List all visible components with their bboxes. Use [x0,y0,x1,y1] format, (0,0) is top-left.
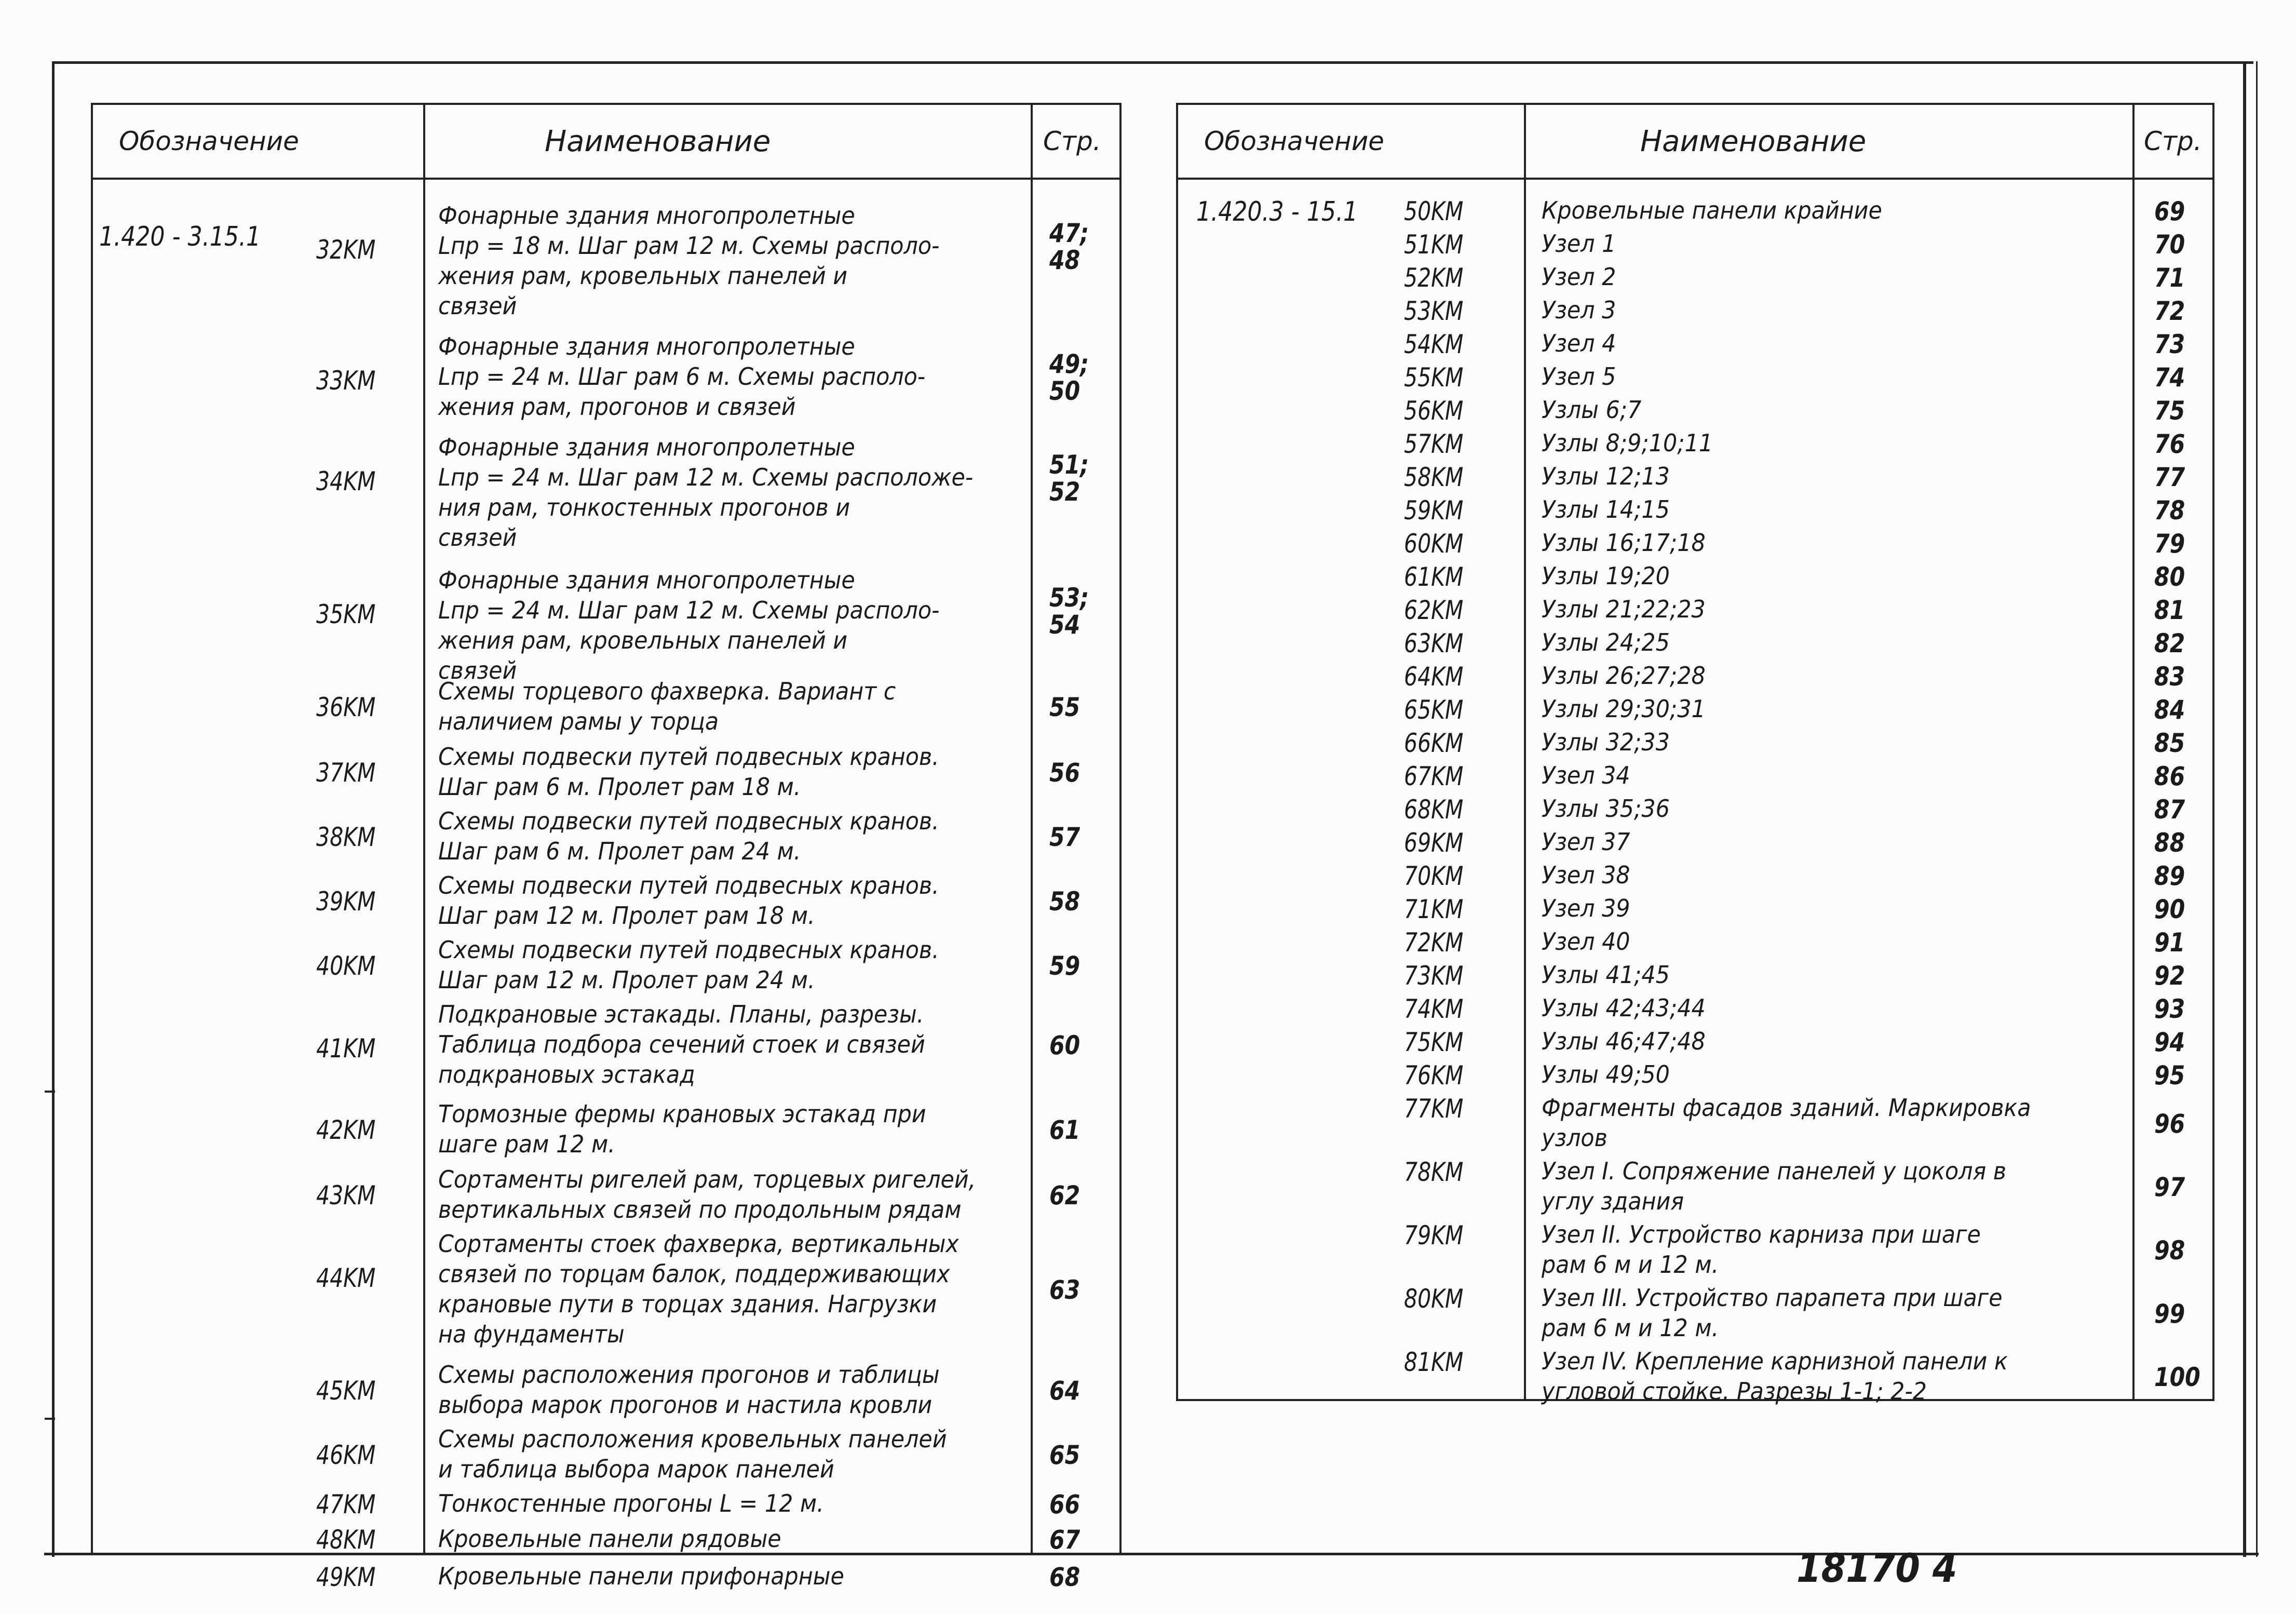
row-page: 50 [1049,375,1081,406]
row-name-line: Узлы 6;7 [1542,396,1642,424]
row-page: 85 [2154,728,2185,758]
row-name-line: Схемы подвески путей подвесных кранов. [438,871,939,899]
row-code: 51KM [1404,230,1464,260]
row-name-line: Сортаменты стоек фахверка, вертикальных [438,1230,959,1258]
row-page: 52 [1049,476,1081,507]
contents-table-right [1176,103,2214,1405]
row-page: 96 [2154,1109,2185,1139]
row-name-line: узлов [1542,1124,1608,1152]
row-name-line: Схемы подвески путей подвесных кранов. [438,807,939,835]
row-page: 64 [1049,1376,1081,1406]
row-code: 42KM [316,1115,376,1145]
row-name-line: Тонкостенные прогоны L = 12 м. [438,1489,824,1517]
row-code: 35KM [316,599,376,629]
row-name-line: рам 6 м и 12 м. [1542,1250,1719,1279]
row-code: 54KM [1404,329,1464,359]
row-name-line: Узлы 42;43;44 [1542,994,1706,1022]
row-page: 62 [1049,1180,1081,1210]
row-page: 63 [1049,1275,1081,1305]
row-name-line: Схемы расположения прогонов и таблицы [438,1361,940,1389]
row-name-line: жения рам, прогонов и связей [438,393,796,421]
series-designation: 1.420 - 3.15.1 [99,221,261,252]
row-page: 56 [1049,758,1081,788]
row-name-line: Узел 3 [1542,296,1616,324]
row-name-line: Узлы 29;30;31 [1542,695,1706,723]
row-page: 58 [1049,886,1081,917]
row-code: 58KM [1404,462,1464,492]
row-name-line: Шаг рам 6 м. Пролет рам 18 м. [438,773,801,801]
row-page: 71 [2154,263,2185,293]
row-page: 94 [2154,1027,2185,1057]
row-page: 78 [2154,495,2185,526]
row-name-line: связей [438,656,517,684]
row-page: 80 [2154,562,2185,592]
row-page: 79 [2154,529,2185,559]
margin-tick [45,1418,55,1420]
row-page: 47; [1049,218,1089,248]
row-code: 44KM [316,1262,376,1293]
row-name-line: Шаг рам 6 м. Пролет рам 24 м. [438,837,801,865]
row-name-line: жения рам, кровельных панелей и [438,262,848,290]
sheet-number: 18170 4 [1797,1545,1957,1591]
row-code: 55KM [1404,362,1464,393]
row-name-line: Фонарные здания многопролетные [438,433,855,461]
row-page: 48 [1049,245,1081,275]
row-name-line: углу здания [1542,1187,1684,1215]
row-code: 38KM [316,822,376,852]
row-code: 69KM [1404,828,1464,858]
row-page: 82 [2154,628,2185,658]
row-name-line: Узлы 14;15 [1542,495,1670,523]
row-name-line: Lпр = 18 м. Шаг рам 12 м. Схемы располо- [438,232,940,260]
row-page: 68 [1049,1562,1081,1592]
row-page: 69 [2154,196,2185,226]
row-code: 60KM [1404,529,1464,559]
row-name-line: Подкрановые эстакады. Планы, разрезы. [438,1000,924,1028]
row-name-line: Узел 5 [1542,362,1616,391]
margin-tick [45,1091,55,1093]
column-divider [423,105,425,1553]
row-code: 39KM [316,886,376,917]
row-name-line: жения рам, кровельных панелей и [438,626,848,654]
header-designation: Обозначение [1204,126,1384,156]
row-code: 74KM [1404,994,1464,1024]
row-code: 77KM [1404,1094,1464,1124]
row-page: 72 [2154,296,2185,326]
series-designation: 1.420.3 - 15.1 [1196,196,1358,227]
header-page: Стр. [1043,126,1101,156]
row-name-line: Узел IV. Крепление карнизной панели к [1542,1347,2008,1375]
row-name-line: Узел 40 [1542,927,1630,956]
header-page: Стр. [2144,126,2202,156]
row-name-line: Тормозные фермы крановых эстакад при [438,1100,926,1128]
row-name-line: Узлы 19;20 [1542,562,1670,590]
column-divider [1031,105,1033,1553]
row-name-line: Схемы подвески путей подвесных кранов. [438,936,939,964]
row-page: 59 [1049,951,1081,981]
row-code: 32KM [316,234,376,265]
row-name-line: Фонарные здания многопролетные [438,201,855,230]
row-page: 55 [1049,692,1081,722]
row-name-line: связей [438,292,517,320]
row-name-line: выбора марок прогонов и настила кровли [438,1391,933,1419]
row-name-line: связей по торцам балок, поддерживающих [438,1260,950,1288]
row-page: 74 [2154,362,2185,393]
row-name-line: Схемы торцевого фахверка. Вариант с [438,677,896,705]
row-name-line: Узел II. Устройство карниза при шаге [1542,1220,1981,1248]
row-code: 63KM [1404,628,1464,658]
row-page: 89 [2154,861,2185,891]
row-page: 65 [1049,1440,1081,1470]
row-name-line: подкрановых эстакад [438,1060,695,1088]
row-code: 47KM [316,1489,376,1519]
row-name-line: Узлы 12;13 [1542,462,1670,490]
row-code: 65KM [1404,695,1464,725]
row-page: 77 [2154,462,2185,492]
row-name-line: Узлы 26;27;28 [1542,662,1706,690]
row-name-line: Узел I. Сопряжение панелей у цоколя в [1542,1157,2007,1185]
row-code: 34KM [316,466,376,496]
row-code: 72KM [1404,927,1464,958]
header-divider [93,178,1119,180]
row-page: 88 [2154,828,2185,858]
row-page: 73 [2154,329,2185,359]
row-code: 62KM [1404,595,1464,625]
row-code: 61KM [1404,562,1464,592]
column-divider [1524,105,1526,1399]
row-page: 76 [2154,429,2185,459]
row-page: 100 [2154,1362,2200,1392]
row-name-line: Узел 1 [1542,230,1616,258]
row-code: 80KM [1404,1284,1464,1314]
row-code: 59KM [1404,495,1464,526]
row-name-line: рам 6 м и 12 м. [1542,1314,1719,1342]
row-code: 48KM [316,1525,376,1555]
row-code: 45KM [316,1376,376,1406]
row-code: 68KM [1404,795,1464,825]
row-name-line: Схемы подвески путей подвесных кранов. [438,743,939,771]
row-page: 97 [2154,1172,2185,1202]
row-code: 50KM [1404,196,1464,226]
row-code: 43KM [316,1180,376,1210]
row-name-line: Узлы 21;22;23 [1542,595,1706,623]
row-name-line: шаге рам 12 м. [438,1130,615,1158]
row-page: 49; [1049,348,1089,379]
row-page: 84 [2154,695,2185,725]
row-code: 64KM [1404,662,1464,692]
row-name-line: Узел 38 [1542,861,1630,889]
row-page: 93 [2154,994,2185,1024]
row-name-line: крановые пути в торцах здания. Нагрузки [438,1290,937,1318]
row-name-line: Шаг рам 12 м. Пролет рам 18 м. [438,902,815,930]
row-name-line: Таблица подбора сечений стоек и связей [438,1030,925,1058]
row-code: 40KM [316,951,376,981]
row-page: 91 [2154,927,2185,958]
column-divider [2132,105,2135,1399]
row-page: 99 [2154,1299,2185,1329]
row-page: 86 [2154,761,2185,791]
row-name-line: ния рам, тонкостенных прогонов и [438,493,850,521]
header-name: Наименование [1640,124,1867,158]
row-code: 41KM [316,1033,376,1064]
row-page: 90 [2154,894,2185,924]
row-name-line: Фонарные здания многопролетные [438,332,855,360]
contents-table-left [91,103,1122,1592]
row-page: 53; [1049,582,1089,613]
row-name-line: Шаг рам 12 м. Пролет рам 24 м. [438,966,815,994]
row-name-line: наличием рамы у торца [438,707,719,735]
row-page: 57 [1049,822,1081,852]
row-page: 98 [2154,1235,2185,1266]
row-name-line: Узлы 49;50 [1542,1060,1670,1088]
row-page: 51; [1049,449,1089,480]
row-page: 54 [1049,609,1081,640]
row-name-line: на фундаменты [438,1320,625,1348]
row-name-line: Узел 2 [1542,263,1616,291]
row-code: 75KM [1404,1027,1464,1057]
row-name-line: Фрагменты фасадов зданий. Маркировка [1542,1094,2031,1122]
row-page: 61 [1049,1115,1081,1145]
row-code: 46KM [316,1440,376,1470]
row-code: 53KM [1404,296,1464,326]
row-page: 70 [2154,230,2185,260]
row-name-line: Узлы 8;9;10;11 [1542,429,1713,457]
row-code: 73KM [1404,961,1464,991]
row-code: 79KM [1404,1220,1464,1250]
header-designation: Обозначение [119,126,299,156]
row-name-line: Узел 39 [1542,894,1630,922]
row-name-line: Узлы 41;45 [1542,961,1670,989]
frame-right-line [2243,61,2246,1557]
row-code: 70KM [1404,861,1464,891]
header-divider [1178,178,2212,180]
row-name-line: Узел 37 [1542,828,1630,856]
row-code: 37KM [316,758,376,788]
row-code: 78KM [1404,1157,1464,1187]
row-name-line: Фонарные здания многопролетные [438,566,855,594]
row-page: 92 [2154,961,2185,991]
row-name-line: Кровельные панели рядовые [438,1525,781,1553]
row-code: 57KM [1404,429,1464,459]
row-page: 60 [1049,1030,1081,1060]
row-page: 66 [1049,1489,1081,1519]
row-code: 56KM [1404,396,1464,426]
row-page: 81 [2154,595,2185,625]
row-code: 52KM [1404,263,1464,293]
row-name-line: Lпр = 24 м. Шаг рам 12 м. Схемы располо- [438,596,940,624]
row-code: 67KM [1404,761,1464,791]
row-code: 66KM [1404,728,1464,758]
row-name-line: Сортаменты ригелей рам, торцевых ригелей, [438,1165,976,1193]
row-name-line: и таблица выбора марок панелей [438,1455,834,1483]
row-name-line: вертикальных связей по продольным рядам [438,1195,962,1223]
row-name-line: Узлы 24;25 [1542,628,1670,656]
row-name-line: Узел 4 [1542,329,1616,357]
frame-top-line [52,61,2253,64]
row-name-line: связей [438,523,517,552]
row-name-line: Кровельные панели крайние [1542,196,1882,224]
row-name-line: Узлы 46;47;48 [1542,1027,1706,1055]
row-name-line: угловой стойке. Разрезы 1-1; 2-2 [1542,1377,1927,1405]
row-name-line: Кровельные панели прифонарные [438,1562,844,1590]
row-page: 83 [2154,662,2185,692]
frame-left-line [52,61,55,1557]
row-name-line: Узлы 16;17;18 [1542,529,1706,557]
row-name-line: Схемы расположения кровельных панелей [438,1425,947,1453]
row-page: 75 [2154,396,2185,426]
row-name-line: Lпр = 24 м. Шаг рам 6 м. Схемы располо- [438,362,926,391]
header-name: Наименование [545,124,771,158]
row-code: 81KM [1404,1347,1464,1377]
row-name-line: Узел 34 [1542,761,1630,789]
row-name-line: Lпр = 24 м. Шаг рам 12 м. Схемы расположе- [438,463,974,491]
row-code: 36KM [316,692,376,722]
row-name-line: Узел III. Устройство парапета при шаге [1542,1284,2003,1312]
row-code: 71KM [1404,894,1464,924]
row-name-line: Узлы 35;36 [1542,795,1670,823]
row-code: 76KM [1404,1060,1464,1091]
row-code: 33KM [316,365,376,396]
row-name-line: Узлы 32;33 [1542,728,1670,756]
row-page: 87 [2154,795,2185,825]
row-page: 67 [1049,1525,1081,1555]
row-code: 49KM [316,1562,376,1592]
row-page: 95 [2154,1060,2185,1091]
frame-right-line-outer [2256,61,2258,1557]
